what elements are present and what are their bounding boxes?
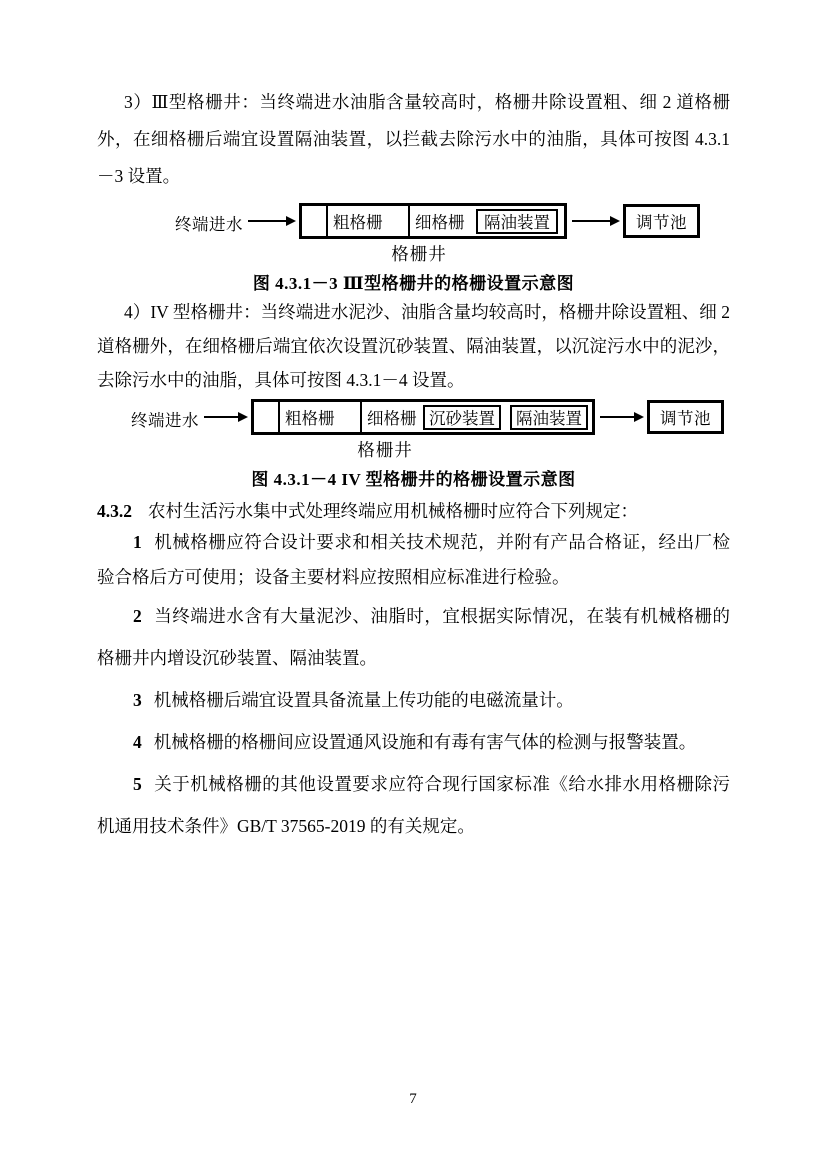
list-item-3 xyxy=(97,679,730,721)
grille-well-box xyxy=(299,203,567,239)
figure-caption: 图 4.3.1－3 Ⅲ型格栅井的格栅设置示意图 xyxy=(252,274,575,293)
coarse-screen-cell: 粗格栅 xyxy=(280,402,362,432)
grille-well-label: 格栅井 xyxy=(357,440,413,460)
oil-separator-box: 隔油装置 xyxy=(510,405,588,430)
arrow-right-icon xyxy=(572,220,618,222)
page-content xyxy=(97,84,730,847)
flow-diagram-type3 xyxy=(175,203,730,266)
oil-separator-box: 隔油装置 xyxy=(476,209,558,234)
item-number: 5 xyxy=(133,774,142,794)
grille-well-box xyxy=(251,399,595,435)
arrow-right-icon xyxy=(248,220,294,222)
item-number: 1 xyxy=(133,532,142,552)
item-text: 机械格栅应符合设计要求和相关技术规范，并附有产品合格证，经出厂检验合格后方可使用；设备主要材料应按照相应标准进行检验。 xyxy=(97,532,730,587)
grille-well-label: 格栅井 xyxy=(391,244,447,264)
grit-settling-box: 沉砂装置 xyxy=(423,405,501,430)
flow-source-label: 终端进水 xyxy=(175,215,243,234)
figure-4-3-1-4 xyxy=(97,399,730,491)
inlet-cell xyxy=(302,206,328,236)
arrow-right-icon xyxy=(600,416,642,418)
section-4-3-2-heading xyxy=(97,499,730,523)
coarse-screen-cell: 粗格栅 xyxy=(328,206,410,236)
list-item-2 xyxy=(97,595,730,679)
section-title: 农村生活污水集中式处理终端应用机械格栅时应符合下列规定： xyxy=(148,501,638,521)
item-text: 机械格栅后端宜设置具备流量上传功能的电磁流量计。 xyxy=(153,690,574,710)
item-number: 4 xyxy=(133,732,142,752)
item-text: 当终端进水含有大量泥沙、油脂时，宜根据实际情况，在装有机械格栅的格栅井内增设沉砂装置、隔油装置。 xyxy=(97,606,730,668)
paragraph-type3-grille-well: 3）Ⅲ型格栅井：当终端进水油脂含量较高时，格栅井除设置粗、细 2 道格栅外，在细格栅后端宜设置隔油装置，以拦截去除污水中的油脂，具体可按图 4.3.1－3 设置。 xyxy=(97,92,730,186)
item-text: 机械格栅的格栅间应设置通风设施和有毒有害气体的检测与报警装置。 xyxy=(153,732,697,752)
arrow-right-icon xyxy=(204,416,246,418)
item-number: 2 xyxy=(133,606,142,626)
item-text: 关于机械格栅的其他设置要求应符合现行国家标准《给水排水用格栅除污机通用技术条件》GB/T 37565-2019 的有关规定。 xyxy=(97,774,730,836)
grille-well-group xyxy=(251,399,595,462)
list-item-5 xyxy=(97,763,730,847)
list-item-4 xyxy=(97,721,730,763)
grille-well-group xyxy=(299,203,567,266)
list-item-1 xyxy=(97,525,730,595)
section-number: 4.3.2 xyxy=(97,501,132,521)
item-number: 3 xyxy=(133,690,142,710)
figure-caption: 图 4.3.1－4 IV 型格栅井的格栅设置示意图 xyxy=(251,470,576,489)
regulating-tank-box: 调节池 xyxy=(623,204,700,238)
inlet-cell xyxy=(254,402,280,432)
flow-source-label: 终端进水 xyxy=(131,411,199,430)
fine-screen-cell: 细格栅 xyxy=(415,213,465,232)
paragraph-type4-grille-well: 4）IV 型格栅井：当终端进水泥沙、油脂含量均较高时，格栅井除设置粗、细 2 道格栅外，在细格栅后端宜依次设置沉砂装置、隔油装置，以沉淀污水中的泥沙，去除污水中的油脂，具体可按图 4.3.1－4 设置。 xyxy=(97,302,730,390)
figure-4-3-1-3 xyxy=(97,203,730,295)
fine-screen-cell: 细格栅 xyxy=(367,409,417,428)
page-number: 7 xyxy=(409,1091,417,1107)
regulating-tank-box: 调节池 xyxy=(647,400,724,434)
flow-diagram-type4 xyxy=(131,399,730,462)
